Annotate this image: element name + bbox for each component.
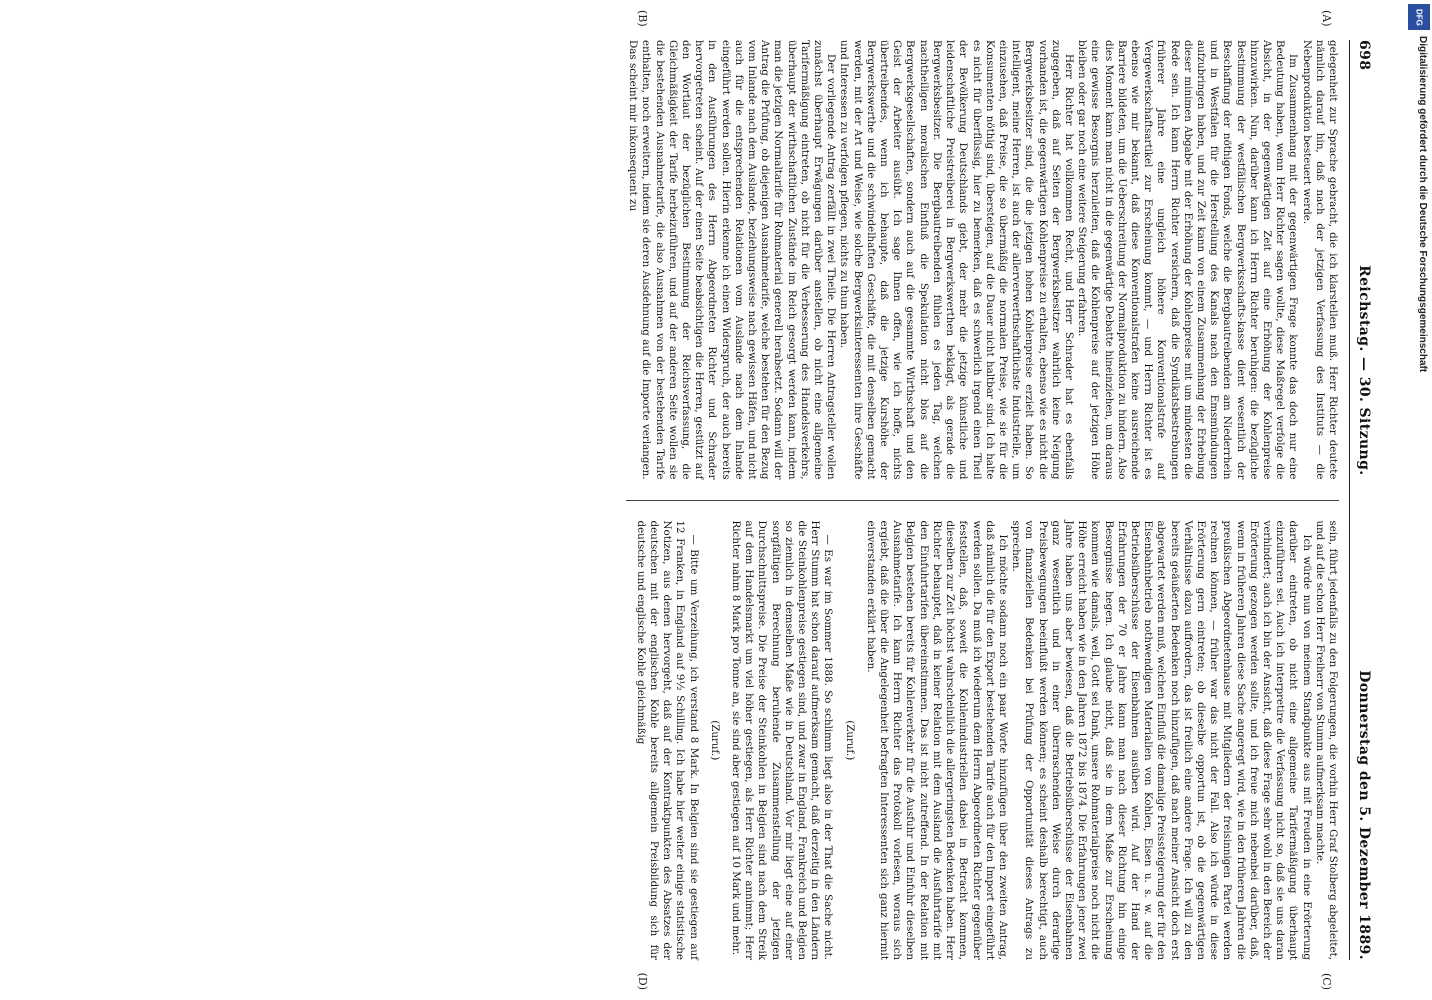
- margin-marker-c: (C): [1320, 973, 1333, 990]
- right-paragraph: Ich würde nun von meinem Standpunkte aus mit Freuden in eine Erörterung darüber eintreten, ob nicht eine allgemeine Tarifermäßigung überhaupt einzuführen sei. Auch ich interpretire die Verfassung nicht so, daß sie uns daran verhindert; auch ich bin der Ansicht, daß diese Frage sehr wohl in den Bereich der Erörterung gezogen werden sollte, und ich freue mich nebenbei darüber, daß, wenn in früheren Jahren diese Sache angeregt wird, wie in den früheren Jahren die preußischen Abgeordnetenhause mit Mitgliedern der freisinnigen Partei werden rechnen können, — früher war das nicht der Fall. Also ich würde in diese Erörterung gern eintreten; ob dieselbe opportun ist, ob die gegenwärtigen Verhältnisse dazu auffordern, das ist freilich eine andere Frage. Ich will zu den bereits geäußerten Bedenken noch hinzufügen, daß nach meiner Ansicht doch erst abgewartet werden muß, welchen Einfluß die damalige Preissteigerung der für den Eisenbahnbetrieb nothwendigen Materialien von Kohlen, Eisen u. s. w. auf die Betriebsüberschüsse der Eisenbahnen ausüben wird. Auf der Hand der Erfahrungen der 70 er Jahre kann man nach dieser Richtung hin einige Besorgnisse hegen. Ich glaube nicht, daß sie in dem Maße zur Erscheinung kommen wie damals, weil, Gott sei Dank, unsere Rohmaterialpreise noch nicht die Höhe erreicht haben wie in den Jahren 1872 bis 1874. Die Erfahrungen jener zwei Jahre haben uns aber bewiesen, daß die Betriebsüberschüsse der Eisenbahnen ganz wesentlich und in einer überraschenden Weise durch derartige Preisbewegungen beeinflußt werden können; es scheint deshalb berechtigt, auch von finanziellen Bedenken bei Prüfung der Opportunität dieses Antrags zu sprechen.: [1010, 520, 1313, 960]
- left-paragraph: Im Zusammenhang mit der gegenwärtigen Frage konnte das doch nur eine Bedeutung haben, wenn Herr Richter sagen wollte, diese Maßregel verfolge die Absicht, in der gegenwärtigen Zeit auf eine Erhöhung der Kohlenpreise hinzuwirken. Nun, darüber kann ich Herrn Richter beruhigen: die bezügliche Bestimmung der westfälischen Bergwerksschafts-kasse dient wesentlich der Beschaffung der nöthigen Fonds, welche die Bergbautreibenden am Niederrhein und in Westfalen für die Herstellung des Kanals nach den Emsmündungen aufzubringen haben, und zur Zeit kann von einem Zusammenhang der Erhebung dieser minimen Abgabe mit der Erhöhung der Kohlenpreise mit um mindesten die Rede sein. Ich kann Herrn Richter versichern, daß die Syndikatsbestrebungen früherer Jahre eine ungleich höhere Konventionalstrafe auf Vergewerkschaftsartikel zur Erscheinung kommt, — und Herrn Richter ist es ebenso wie mir bekannt, daß diese Konventionalstrafen keine ausreichende Barriere bildeten, um die Ueberschreitung der Normalproduktion zu hindern. Also dies Moment kann man nicht in die gegenwärtige Debatte hineinziehen, um daraus eine gewisse Besorgnis herzuleiten, daß die Kohlenpreise auf der jetzigen Höhe bleiben oder gar noch eine weitere Steigerung erfahren.: [1076, 40, 1300, 480]
- right-paragraph: — Bitte um Verzeihung, ich verstand 8 Mark. In Belgien sind sie gestiegen auf 12 Franken, in England auf 9½ Schilling. Ich habe hier weiter einige statistische Notizen, aus denen hervorgeht, daß auf der Kontraktpunkten des Absatzes der deutschen mit der englischen Kohle bereits allgemein Preisbildung sich für deutsche und englische Kohle gleichmäßig: [634, 520, 700, 960]
- dfg-caption: Digitalisierung gefördert durch die Deutsche Forschungsgemeinschaft: [1417, 36, 1428, 373]
- left-paragraph: gelegenheit zur Sprache gebracht, die ich klarstellen muß. Herr Richter deutete nämlich darauf hin, daß nach der jetzigen Verfassung des Instituts — die Nebenproduktion besteuert werde.: [1300, 40, 1339, 480]
- left-paragraph: Herr Richter hat vollkommen Recht, und Herr Schrader hat es ebenfalls zugegeben, daß auf Seiten der Bergwerksbesitzer wahrlich keine Neigung vorhanden ist, die gegenwärtigen Kohlenpreise zu erhalten, ebenso wie es nicht die Bergwerksbesitzer sind, die die jetzigen hohen Kohlenpreise erzielt haben. So intelligent, meine Herren, ist auch der allerverwerthschaftlichste Industrielle, um einzusehen, daß Preise, die so übermäßig die normalen Preise, wie sie für die Konsumenten nöthig sind, übersteigen, auf die Dauer nicht haltbar sind. Ich halte es nicht für überflüssig, hier zu bemerken, daß es schwerlich irgend einen Theil der Bevölkerung Deutschlands giebt, der mehr die jetzige künstliche und leidenschaftliche Preistreiberei in Bergwerkswerthen beklagt, als gerade die Bergwerksbesitzer. Die Bergbautreibenden fühlen es jeden Tag, welchen nachtheiligen moralischen Einfluß die Spekulation nicht blos auf die Bergwerksgesellschaften, sondern auch auf die gesammte Wirthschaft und den Geist der Arbeiter ausübt. Ich sage Ihnen offen, wie ich hoffe, nichts übertreibendes, wenn ich behaupte, daß die jetzige Kurshöhe der Bergwerkswerthe und die schwindelhaften Geschäfte, die mit denselben gemacht werden, mit der Art und Weise, wie solche Bergwerksinteressenten ihre Geschäfte und Interessen zu verfolgen pflegen, nichts zu thun haben.: [838, 40, 1075, 480]
- session-date: Donnerstag den 5. Dezember 1889.: [1356, 670, 1372, 960]
- right-paragraph: Ich möchte sodann noch ein paar Worte hinzufügen über den zweiten Antrag, daß nämlich die für den Export bestehenden Tarife auch für den Import eingeführt werden sollen. Da muß ich wiederum dem Herrn Abgeordneten Richter gegenüber feststellen, daß, soweit die Kohlenindustriellen dabei in Betracht kommen, dieselben zur Zeit höchst wahrscheinlich die allergeringsten Bedenken haben. Herr Richter behauptet, daß in keiner Relation mit dem Ausland die Ausfuhrtarife mit den Einfuhrtarifen übereinstimmen. Das ist nicht zutreffend. In der Relation mit Belgien bestehen bereits für Kohlenverkehr für die Ausfuhr und Einfuhr dieselben Ausnahmetarife. Ich kann Herrn Richter das Protokoll vorlesen, woraus sich ergiebt, daß die über die Angelegenheit befragten Interessenten sich ganz hiermit einverstanden erklärt haben.: [864, 520, 1009, 960]
- left-paragraph: Der vorliegende Antrag zerfällt in zwei Theile. Die Herren Antragsteller wollen zunächst überhaupt Erwägungen darüber anstellen, ob nicht eine allgemeine Tarifermäßigung eintreten, ob nicht für die Verbesserung des Handelsverkehrs, überhaupt der wirthschaftlichen Zustände im Reich gesorgt werden kann, indem man die jetzigen Normaltarife für Rohmaterial generell herabsetzt. Sodann will der Antrag die Prüfung, ob diejenigen Ausnahmetarife, welche bestehen für den Bezug vom Inlande nach dem Auslande, beziehungsweise nach gewissen Häfen, und nicht auch für die entsprechenden Relationen vom Auslande nach dem Inlande eingeführt werden sollen. Hierin erkenne ich einen Widerspruch, der auch bereits in den Ausführungen des Herrn Abgeordneten Richter und Schrader hervorgetreten scheint. Auf der einen Seite beabsichtigen die Herren, gestützt auf den Wortlaut der bezüglichen Bestimmung der Reichsverfassung, die Gleichmäßigkeit der Tarife herbeizuführen, und auf der anderen Seite wollen sie die bestehenden Ausnahmetarife, die also Ausnahmen von der bestehenden Tarife enthalten, noch erweitern, indem sie deren Ausdehnung auf die Importe verlangen. Das scheint mir inkonsequent zu: [627, 40, 838, 480]
- column-divider: [626, 500, 1339, 501]
- interjection: (Zuruf.): [843, 720, 856, 761]
- right-paragraph: sein, führt jedenfalls zu den Folgerungen, die vorhin Herr Graf Stolberg abgeleitet, und auf die schon Herr Freiherr von Stumm aufmerksam machte.: [1313, 520, 1339, 960]
- page-header: [1349, 40, 1372, 960]
- margin-marker-a: (A): [1320, 10, 1333, 27]
- right-column: [626, 520, 1339, 990]
- dfg-logo: DFG: [1408, 4, 1430, 30]
- page-number: 698: [1356, 40, 1372, 71]
- margin-marker-b: (B): [636, 10, 649, 27]
- session-title: Reichstag. — 30. Sitzung.: [1356, 265, 1372, 476]
- text-columns: [626, 10, 1339, 990]
- right-paragraph: — Es war im Sommer 1888. So schlimm liegt also in der That die Sache nicht. Herr Stumm hat schon darauf aufmerksam gemacht, daß derzeitig in den Ländern die Steinkohlenpreise gestiegen sind, und zwar in England, Frankreich und Belgien so ziemlich in demselben Maße wie in Deutschland. Vor mir liegt eine auf einer sorgfältigen Berechnung beruhende Zusammenstellung der jetzigen Durchschnittspreise. Die Preise der Steinkohlen in Belgien sind nach dem Streik auf dem Handelsmarkt um viel höher gestiegen, als Herr Richter annimmt; Herr Richter nahm 8 Mark pro Tonne an, sie sind aber gestiegen auf 10 Mark und mehr.: [730, 520, 835, 960]
- dfg-watermark: [1406, 0, 1432, 1000]
- interjection: (Zuruf.): [708, 720, 721, 761]
- left-column: [626, 10, 1339, 480]
- margin-marker-d: (D): [636, 972, 649, 990]
